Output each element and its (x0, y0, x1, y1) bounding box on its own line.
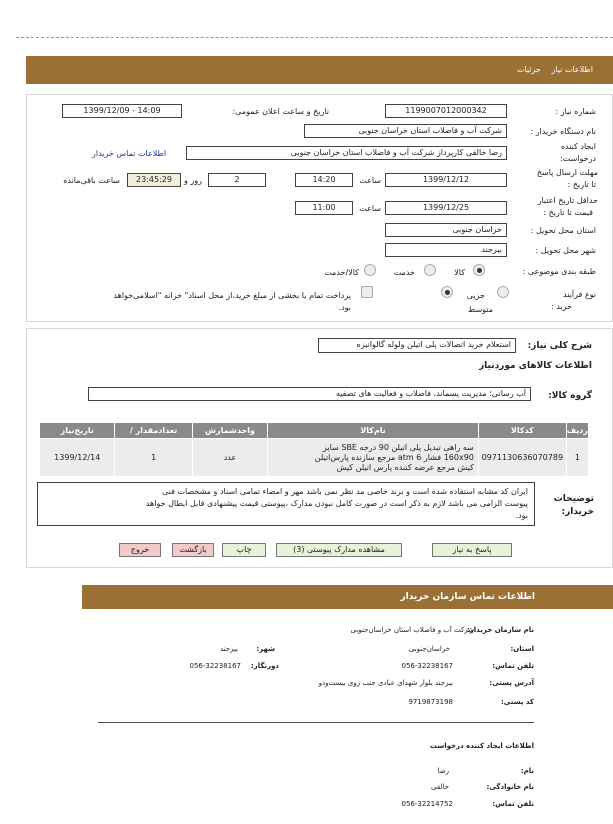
creator-field[interactable]: رضا خالقی کارپرداز شرکت آب و فاضلاب استان خراسان جنوبی (186, 146, 507, 160)
contact-address-label: آدرس پستی: (489, 679, 534, 687)
contact-title: اطلاعات تماس سازمان خریدار (400, 592, 535, 602)
creator-phone-label: تلفن تماس: (492, 800, 534, 808)
contact-fax-value: 056-32238167 (189, 662, 241, 670)
contact-postal-label: کد پستی: (500, 698, 534, 706)
deadline-date-field[interactable]: 1399/12/12 (385, 173, 507, 187)
goods-info-title: اطلاعات کالاهای موردنیاز (478, 361, 592, 371)
process-medium-radio[interactable] (441, 286, 453, 298)
announce-label: تاریخ و ساعت اعلان عمومی: (232, 107, 329, 116)
need-number-field[interactable]: 1199007012000342 (385, 104, 507, 118)
city-field[interactable]: بیرجند (385, 243, 507, 257)
contact-city-value: بیرجند (219, 645, 238, 653)
print-button[interactable]: چاپ (222, 543, 266, 557)
back-button[interactable]: بازگشت (172, 543, 214, 557)
cell-name-line-1: سه راهی تبدیل پلی اتیلن 90 درجه SBE سایز (323, 442, 474, 452)
days-field[interactable]: 2 (208, 173, 266, 187)
col-code: کدکالا (478, 423, 566, 439)
tab-details[interactable]: جزئیات (516, 65, 541, 74)
cell-qty: 1 (115, 439, 192, 477)
cell-name-line-2: 160x90 فشار 6 atm مرجع سازنده پارس‌اتیلن (314, 452, 474, 462)
contact-province-value: خراسان‌جنوبی (408, 645, 450, 653)
cell-name-line-3: کیش مرجع عرضه کننده پارس اتیلن کیش (336, 462, 474, 472)
category-goods-service-radio[interactable] (364, 264, 376, 276)
process-medium-label: متوسط (467, 305, 493, 314)
buyer-contact-link[interactable]: اطلاعات تماس خریدار (92, 149, 167, 158)
col-unit: واحدشمارش (192, 423, 268, 439)
validity-date-field[interactable]: 1399/12/25 (385, 201, 507, 215)
contact-phone-value: 056-32238167 (401, 662, 453, 670)
attachments-button[interactable]: مشاهده مدارک پیوستی (3) (276, 543, 402, 557)
province-field[interactable]: خراسان جنوبی (385, 223, 507, 237)
creator-label-2: درخواست: (560, 154, 596, 163)
payment-note-2: بود. (338, 303, 351, 312)
category-goods-service-label: کالا/خدمت (324, 268, 359, 277)
header-bar (26, 56, 613, 84)
need-number-label: شماره نیاز : (555, 107, 596, 116)
creator-phone-value: 056-32214752 (401, 800, 453, 808)
cell-unit: عدد (192, 439, 268, 477)
contact-org-label: نام سازمان خریدار: (466, 626, 534, 634)
deadline-label-1: مهلت ارسال پاسخ (536, 168, 598, 177)
col-date: تاریخ‌نیاز (40, 423, 115, 439)
col-qty: تعدادمقدار / (115, 423, 192, 439)
contact-org-value: شرکت آب و فاضلاب استان خراسان‌جنوبی (350, 626, 474, 634)
group-field[interactable]: آب رسانی؛ مدیریت پسماند، فاضلاب و فعالیت های تصفیه (88, 387, 531, 401)
buyer-org-field[interactable]: شرکت آب و فاضلاب استان خراسان جنوبی (304, 124, 507, 138)
summary-field[interactable]: استعلام خرید اتصالات پلی اتیلن ولوله گالوانیزه (318, 338, 516, 353)
announce-field[interactable]: 1399/12/09 - 14:09 (62, 104, 182, 118)
deadline-time-label: ساعت (359, 176, 381, 185)
contact-header-bar (82, 585, 613, 609)
contact-fax-label: دورنگار: (250, 662, 279, 670)
exit-button[interactable]: خروج (119, 543, 161, 557)
category-goods-radio[interactable] (473, 264, 485, 276)
buyer-org-label: نام دستگاه خریدار : (530, 127, 596, 136)
top-divider (16, 37, 613, 38)
buyer-notes-label-1: توضیحات (553, 494, 594, 504)
summary-label: شرح کلی نیاز: (527, 341, 592, 351)
process-minor-label: جزیی (466, 291, 485, 300)
category-goods-label: کالا (454, 268, 465, 277)
creator-family-value: خالقی (431, 783, 449, 791)
contact-phone-label: تلفن تماس: (492, 662, 534, 670)
validity-label-1: حداقل تاریخ اعتبار (537, 196, 598, 205)
contact-city-label: شهر: (256, 645, 275, 653)
contact-divider (98, 722, 534, 723)
buyer-notes-box (37, 482, 535, 526)
group-label: گروه کالا: (548, 391, 592, 401)
buyer-notes-line-2: پیوست الزامی می باشد لازم به ذکر است در صورت کامل نبودن مدارک ،پیوستی قیمت پیشنهادی قابل ابطال خواهد (145, 499, 528, 508)
category-service-radio[interactable] (424, 264, 436, 276)
cell-date: 1399/12/14 (40, 439, 115, 477)
cell-row: 1 (566, 439, 588, 477)
tab-need-info[interactable]: اطلاعات نیاز (551, 65, 593, 74)
buyer-notes-line-1: ایران کد مشابه استفاده شده است و برند خاصی مد نظر نمی باشد مهر و امضاء تمامی اسناد و مشخصات فنی (162, 487, 528, 496)
goods-table (39, 422, 589, 477)
creator-name-value: رضا (437, 767, 449, 775)
deadline-time-field[interactable]: 14:20 (295, 173, 353, 187)
creator-label-1: ایجاد کننده (560, 142, 596, 151)
contact-postal-value: 9719873198 (408, 698, 453, 706)
payment-note-1: پرداخت تمام یا بخشی از مبلغ خرید،از محل اسناد" خزانه "اسلامی‌خواهد (113, 291, 351, 300)
days-label: روز و (184, 176, 202, 185)
creator-family-label: نام خانوادگی: (486, 783, 534, 791)
remaining-label: ساعت باقی‌مانده (63, 176, 120, 185)
validity-time-label: ساعت (359, 204, 381, 213)
category-service-label: خدمت (393, 268, 415, 277)
process-minor-radio[interactable] (497, 286, 509, 298)
validity-time-field[interactable]: 11:00 (295, 201, 353, 215)
contact-province-label: استان: (510, 645, 534, 653)
deadline-label-2: تا تاریخ : (567, 180, 596, 189)
table-row[interactable] (40, 439, 589, 477)
col-name: نام‌کالا (268, 423, 479, 439)
reply-button[interactable]: پاسخ به نیاز (432, 543, 512, 557)
buyer-notes-line-3: بود. (515, 511, 528, 520)
validity-label-2: قیمت تا تاریخ : (543, 208, 593, 217)
process-label-2: خرید : (550, 302, 572, 311)
contact-address-value: بیرجند بلوار شهدای عبادی جنب روی بیست‌ودو (318, 679, 453, 687)
creator-info-title: اطلاعات ایجاد کننده درخواست (429, 742, 534, 750)
treasury-payment-checkbox[interactable] (361, 286, 373, 298)
col-row: ردیف (566, 423, 588, 439)
category-label: طبقه بندی موضوعی : (522, 267, 596, 276)
cell-name (268, 439, 479, 477)
process-label-1: نوع فرآیند (563, 290, 596, 299)
buyer-notes-label-2: خریدار: (561, 507, 594, 517)
city-label: شهر محل تحویل : (535, 246, 596, 255)
remaining-time-field: 23:45:29 (127, 173, 181, 187)
creator-name-label: نام: (520, 767, 534, 775)
province-label: استان محل تحویل : (530, 226, 596, 235)
cell-code: 0971130636070789 (478, 439, 566, 477)
